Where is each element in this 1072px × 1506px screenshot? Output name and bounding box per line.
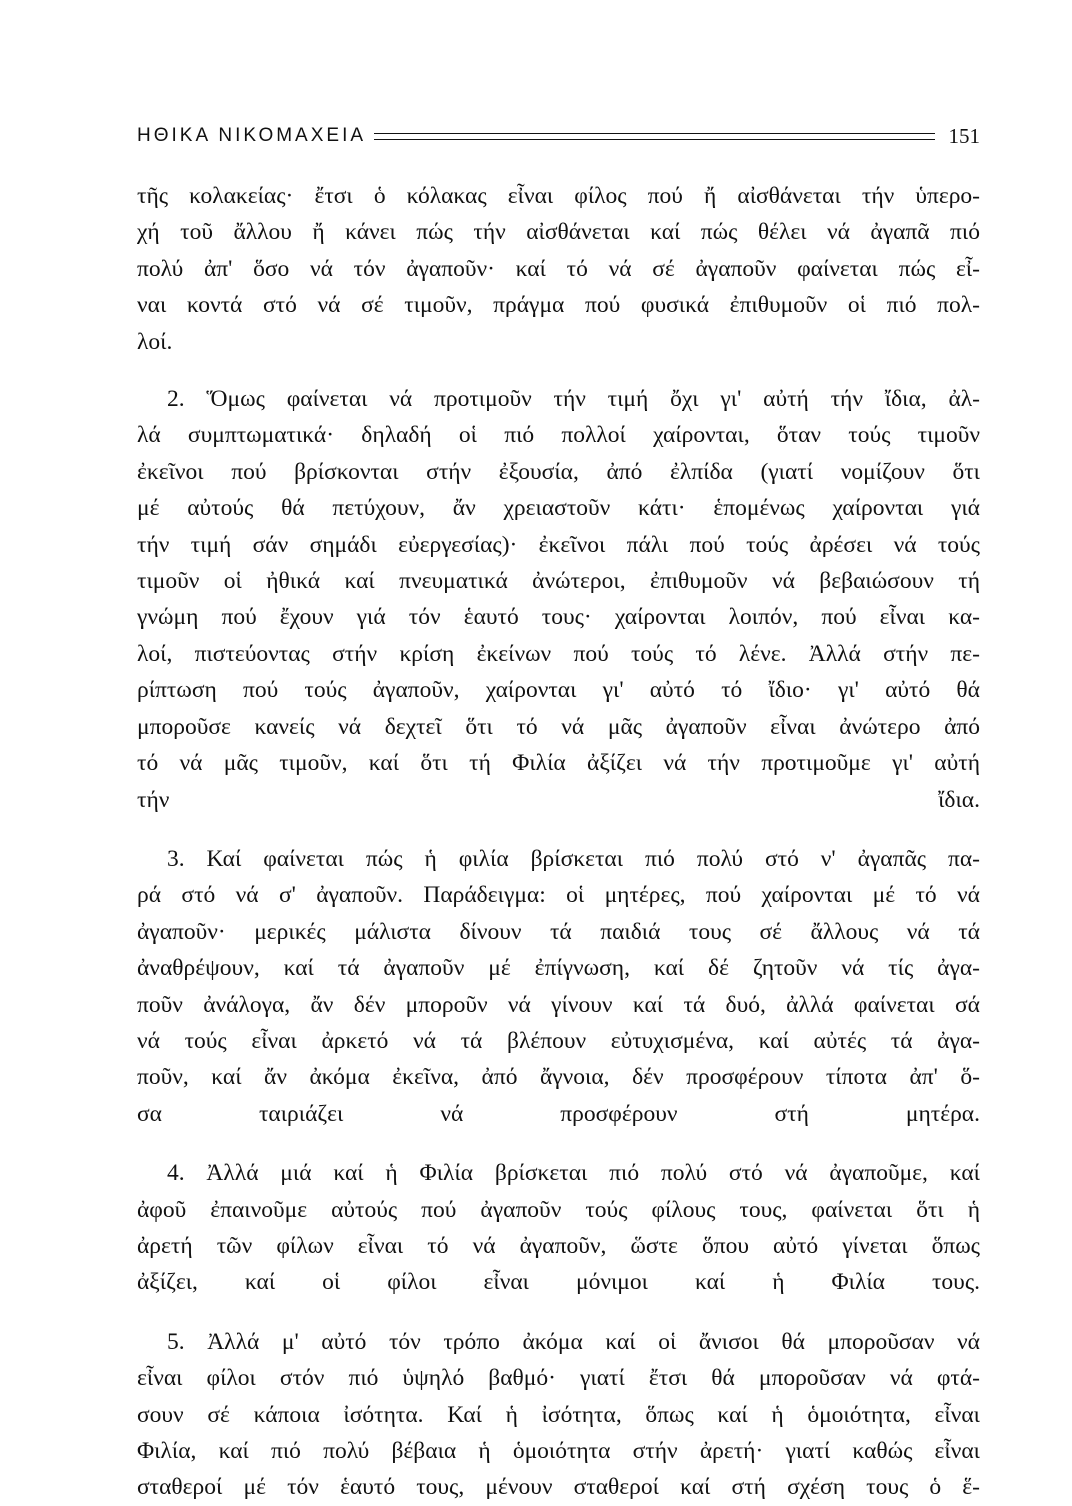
paragraph-5 [137, 1324, 980, 1506]
text-line: σταθεροί μέ τόν ἑαυτό τους, μένουν σταθεροί καί στή σχέση τους ὁ ἕ- [137, 1474, 980, 1501]
text-line: σα ταιριάζει νά προσφέρουν στή μητέρα. [137, 1100, 980, 1127]
text-line: εἶναι φίλοι στόν πιό ὑψηλό βαθμό· γιατί ἔτσι θά μποροῦσαν νά φτά- [137, 1365, 980, 1392]
text-line: τῆς κολακείας· ἔτσι ὁ κόλακας εἶναι φίλος πού ἤ αἰσθάνεται τήν ὑπερο- [137, 183, 980, 209]
text-line: ναι κοντά στό νά σέ τιμοῦν, πράγμα πού φυσικά ἐπιθυμοῦν οἱ πιό πολ- [137, 292, 980, 319]
paragraph-4 [137, 1155, 980, 1301]
text-line: λά συμπτωματικά· δηλαδή οἱ πιό πολλοί χαίρονται, ὅταν τούς τιμοῦν [137, 422, 980, 449]
text-line: χή τοῦ ἄλλου ἤ κάνει πώς τήν αἰσθάνεται καί πώς θέλει νά ἀγαπᾶ πιό [137, 219, 980, 246]
text-line: 3. Καί φαίνεται πώς ἡ φιλία βρίσκεται πιό πολύ στό ν' ἀγαπᾶς πα- [167, 845, 980, 872]
running-head [137, 116, 980, 156]
text-line: ἀφοῦ ἐπαινοῦμε αὐτούς πού ἀγαποῦν τούς φίλους τους, φαίνεται ὅτι ἡ [137, 1196, 980, 1223]
text-line: τήν ἴδια. [137, 786, 980, 813]
body-text [137, 178, 980, 1506]
paragraph-3 [137, 841, 980, 1132]
text-line: λοί. [137, 328, 173, 355]
text-line: ἀξίζει, καί οἱ φίλοι εἶναι μόνιμοι καί ἡ Φιλία τους. [137, 1269, 980, 1296]
text-line: ρά στό νά σ' ἀγαποῦν. Παράδειγμα: οἱ μητέρες, πού χαίρονται μέ τό νά [137, 882, 980, 909]
text-line: 5. Ἀλλά μ' αὐτό τόν τρόπο ἀκόμα καί οἱ ἄνισοι θά μποροῦσαν νά [167, 1328, 980, 1355]
text-line: ρίπτωση πού τούς ἀγαποῦν, χαίρονται γι' αὐτό τό ἴδιο· γι' αὐτό θά [137, 677, 980, 704]
text-line: γνώμη πού ἔχουν γιά τόν ἑαυτό τους· χαίρονται λοιπόν, πού εἶναι κα- [137, 604, 980, 631]
text-line: 4. Ἀλλά μιά καί ἡ Φιλία βρίσκεται πιό πολύ στό νά ἀγαποῦμε, καί [167, 1160, 980, 1187]
text-line: 2. Ὅμως φαίνεται νά προτιμοῦν τήν τιμή ὄχι γι' αὐτή τήν ἴδια, ἀλ- [167, 386, 980, 413]
text-line: ποῦν ἀνάλογα, ἄν δέν μποροῦν νά γίνουν καί τά δυό, ἀλλά φαίνεται σά [137, 991, 980, 1018]
text-line: τό νά μᾶς τιμοῦν, καί ὅτι τή Φιλία ἀξίζει νά τήν προτιμοῦμε γι' αὐτή [137, 750, 980, 777]
text-line: νά τούς εἶναι ἀρκετό νά τά βλέπουν εὐτυχισμένα, καί αὐτές τά ἀγα- [137, 1027, 980, 1054]
text-line: ἀρετή τῶν φίλων εἶναι τό νά ἀγαποῦν, ὥστε ὅπου αὐτό γίνεται ὅπως [137, 1232, 980, 1259]
text-line: μέ αὐτούς θά πετύχουν, ἄν χρειαστοῦν κάτι· ἑπομένως χαίρονται γιά [137, 495, 980, 522]
paragraph-continuation [137, 178, 980, 360]
text-line: πολύ ἀπ' ὅσο νά τόν ἀγαποῦν· καί τό νά σέ ἀγαποῦν φαίνεται πώς εἶ- [137, 255, 980, 282]
header-double-rule [374, 133, 934, 140]
text-line: Φιλία, καί πιό πολύ βέβαια ἡ ὁμοιότητα στήν ἀρετή· γιατί καθώς εἶναι [137, 1438, 980, 1464]
paragraph-2 [137, 381, 980, 818]
text-line: λοί, πιστεύοντας στήν κρίση ἐκείνων πού τούς τό λένε. Ἀλλά στήν πε- [137, 640, 980, 667]
text-line: μποροῦσε κανείς νά δεχτεῖ ὅτι τό νά μᾶς ἀγαποῦν εἶναι ἀνώτερο ἀπό [137, 713, 980, 740]
text-line: σουν σέ κάποια ἰσότητα. Καί ἡ ἰσότητα, ὅπως καί ἡ ὁμοιότητα, εἶναι [137, 1401, 980, 1428]
text-line: ποῦν, καί ἄν ἀκόμα ἐκεῖνα, ἀπό ἄγνοια, δέν προσφέρουν τίποτα ἀπ' ὅ- [137, 1064, 980, 1091]
text-line: ἀναθρέψουν, καί τά ἀγαποῦν μέ ἐπίγνωση, καί δέ ζητοῦν νά τίς ἀγα- [137, 955, 980, 982]
running-head-title: ΗΘΙΚΑ ΝΙΚΟΜΑΧΕΙΑ [137, 125, 367, 146]
text-line: ἀγαποῦν· μερικές μάλιστα δίνουν τά παιδιά τους σέ ἄλλους νά τά [137, 918, 980, 945]
text-line: τήν τιμή σάν σημάδι εὐεργεσίας)· ἐκεῖνοι πάλι πού τούς ἀρέσει νά τούς [137, 531, 980, 558]
page-number: 151 [948, 123, 980, 148]
text-line: τιμοῦν οἱ ἠθικά καί πνευματικά ἀνώτεροι, ἐπιθυμοῦν νά βεβαιώσουν τή [137, 568, 980, 595]
text-line: ἐκεῖνοι πού βρίσκονται στήν ἐξουσία, ἀπό ἐλπίδα (γιατί νομίζουν ὅτι [137, 458, 980, 485]
